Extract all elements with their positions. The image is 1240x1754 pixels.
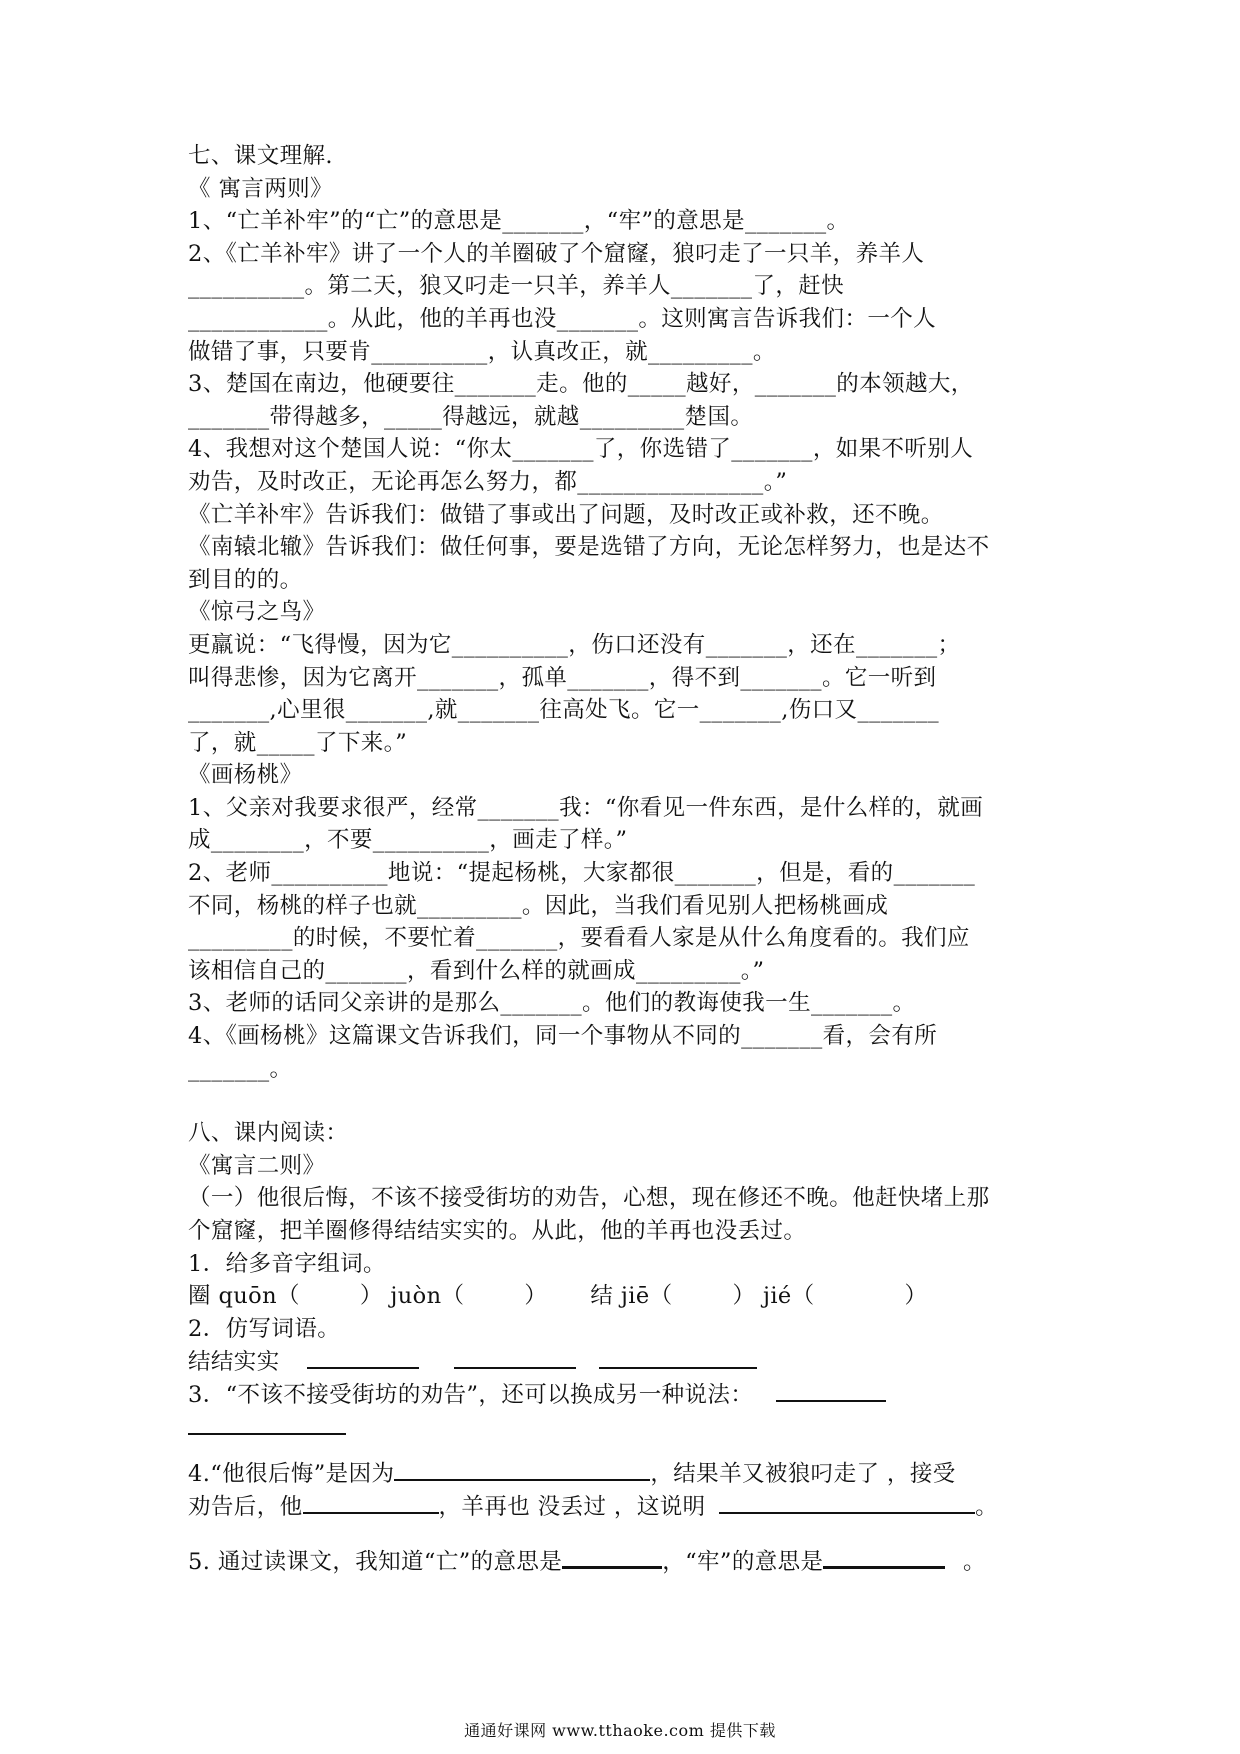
answer-blank[interactable] — [303, 1490, 439, 1514]
question-line: 1、“亡羊补牢”的“亡”的意思是_______，“牢”的意思是_______。 — [188, 208, 850, 235]
paren-close: ） — [732, 1283, 756, 1310]
reading-passage-line: （一）他很后悔，不该不接受街坊的劝告，心想，现在修还不晚。他赶快堵上那 — [188, 1185, 990, 1212]
question-text: 5. 通过读课文，我知道“亡”的意思是 — [188, 1549, 563, 1576]
question-text: ，结果羊又被狼叼走了 ，接受 — [650, 1461, 956, 1488]
question-line: _________的时候，不要忙着_______，要看看人家是从什么角度看的。我们应 — [188, 925, 970, 952]
question-text: 。 — [975, 1493, 998, 1520]
moral-line: 《南辕北辙》告诉我们：做任何事，要是选错了方向，无论怎样努力，也是达不 — [188, 534, 990, 561]
question-line: _______。 — [188, 1055, 293, 1082]
quan-pinyin-1: quōn（ — [218, 1283, 300, 1310]
question-line: 2、老师__________地说：“提起杨桃，大家都很_______，但是，看的_______ — [188, 860, 976, 887]
question-line: 成________，不要__________，画走了样。” — [188, 827, 628, 854]
moral-line: 《亡羊补牢》告诉我们：做错了事或出了问题，及时改正或补救，还不晚。 — [188, 501, 944, 528]
question-line: 该相信自己的_______，看到什么样的就画成_________。” — [188, 957, 765, 984]
question-text: 劝告后，他 — [188, 1493, 303, 1520]
question-line: __________。第二天，狼又叼走一只羊，养羊人_______了，赶快 — [188, 273, 845, 300]
question-line: 3、老师的话同父亲讲的是那么_______。他们的教诲使我一生_______。 — [188, 990, 916, 1017]
section-heading-7: 七、课文理解. — [188, 143, 333, 169]
answer-line — [188, 1411, 1058, 1444]
question-4 — [188, 1457, 1058, 1490]
answer-blank[interactable] — [394, 1457, 650, 1481]
section-heading-8: 八、课内阅读： — [188, 1120, 349, 1147]
question-line: 叫得悲惨，因为它离开_______，孤单_______，得不到_______。它一听到 — [188, 664, 937, 691]
subheading-fables: 《 寓言两则》 — [188, 175, 333, 202]
paren-close: ） — [524, 1283, 548, 1310]
jie-pinyin-2: jié（ — [762, 1283, 815, 1310]
question-line: 1、父亲对我要求很严，经常_______我：“你看见一件东西，是什么样的，就画 — [188, 794, 984, 821]
answer-blank[interactable] — [307, 1345, 419, 1369]
answer-blank[interactable] — [562, 1544, 662, 1569]
moral-line: 到目的的。 — [188, 566, 303, 593]
question-rephrase — [188, 1378, 1058, 1411]
subheading-startled-bird: 《惊弓之鸟》 — [188, 599, 326, 626]
answer-blank[interactable] — [188, 1411, 346, 1435]
jie-pinyin-1: jiē（ — [620, 1283, 673, 1310]
imitate-row — [188, 1345, 1058, 1378]
answer-blank[interactable] — [719, 1490, 975, 1514]
question-line: 做错了事，只要肯__________，认真改正，就_________。 — [188, 338, 776, 365]
subheading-draw-starfruit: 《画杨桃》 — [188, 762, 303, 789]
question-text: ，“牢”的意思是 — [662, 1549, 824, 1576]
question-line: _______带得越多，_____得越远，就越_________楚国。 — [188, 403, 754, 430]
question-text: 4.“他很后悔”是因为 — [188, 1461, 395, 1488]
paren-close: ） — [904, 1283, 928, 1310]
polyphone-row — [188, 1280, 1058, 1313]
answer-blank[interactable] — [454, 1345, 576, 1369]
question-text: 3．“不该不接受街坊的劝告”，还可以换成另一种说法： — [188, 1381, 754, 1408]
question-4-cont — [188, 1490, 1058, 1523]
paren-close: ） — [359, 1283, 383, 1310]
answer-blank[interactable] — [776, 1378, 886, 1402]
question-line: 4、《画杨桃》这篇课文告诉我们，同一个事物从不同的_______看，会有所 — [188, 1023, 938, 1050]
quan-char: 圈 — [188, 1283, 211, 1310]
question-line: 3、楚国在南边，他硬要往_______走。他的_____越好，_______的本领越大， — [188, 371, 974, 398]
worksheet-page — [188, 140, 1058, 1577]
answer-blank[interactable] — [599, 1345, 757, 1369]
answer-blank[interactable] — [823, 1544, 945, 1569]
imitate-example: 结结实实 — [188, 1349, 280, 1376]
question-line: 不同，杨桃的样子也就_________。因此，当我们看见别人把杨桃画成 — [188, 892, 889, 919]
question-text: 。 — [963, 1549, 986, 1576]
reading-passage-line: 个窟窿，把羊圈修得结结实实的。从此，他的羊再也没丢过。 — [188, 1218, 807, 1244]
question-line: 劝告，及时改正，无论再怎么努力，都________________。” — [188, 468, 788, 495]
question-imitate: 2．仿写词语。 — [188, 1315, 341, 1342]
question-line: ____________。从此，他的羊再也没_______。这则寓言告诉我们：一个人 — [188, 305, 937, 332]
quan-pinyin-2: juòn（ — [390, 1283, 465, 1310]
question-line: 了，就_____了下来。” — [188, 729, 408, 756]
question-polyphone: 1．给多音字组词。 — [188, 1250, 386, 1277]
question-line: _______,心里很_______,就_______往高处飞。它一_______,伤口又_______ — [188, 697, 940, 724]
jie-char: 结 — [590, 1283, 614, 1310]
question-text: ，羊再也 没丢过 ，这说明 — [438, 1493, 706, 1520]
question-line: 更羸说：“飞得慢，因为它__________，伤口还没有_______，还在_______； — [188, 631, 961, 658]
question-line: 2、《亡羊补牢》讲了一个人的羊圈破了个窟窿，狼叼走了一只羊，养羊人 — [188, 240, 925, 267]
footer-credit: 通通好课网 www.tthaoke.com 提供下载 — [464, 1721, 776, 1740]
question-line: 4、我想对这个楚国人说：“你太_______了，你选错了_______，如果不听别人 — [188, 436, 974, 463]
question-5 — [188, 1544, 1058, 1577]
subheading-two-fables: 《寓言二则》 — [188, 1152, 326, 1179]
